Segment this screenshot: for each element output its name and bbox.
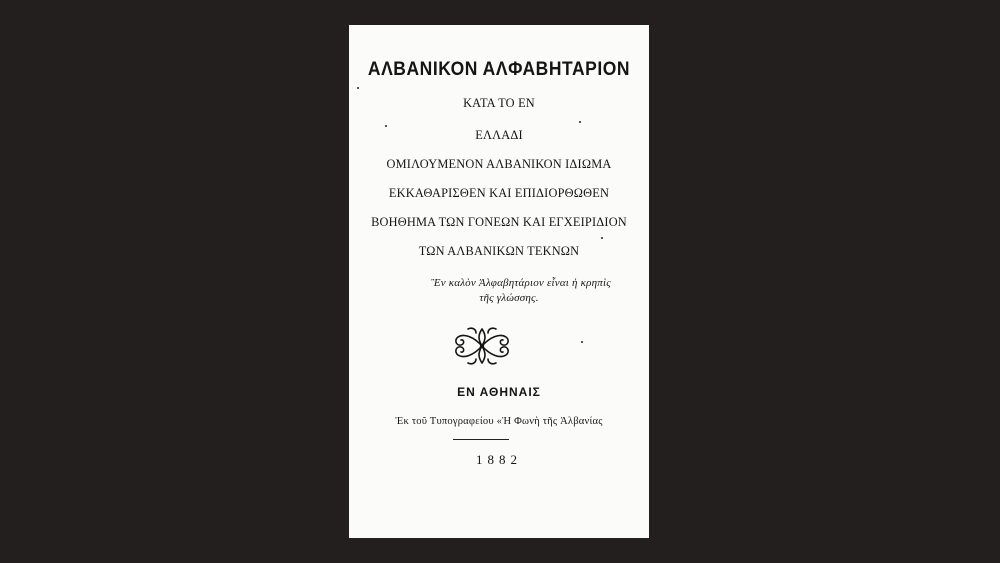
printer-line: Ἐκ τοῦ Τυπογραφείου «Ἡ Φωνὴ τῆς Ἀλβανίας bbox=[395, 415, 603, 427]
motto-line-2: τῆς γλώσσης. bbox=[479, 292, 539, 304]
subtitle-line-5: ΒΟΗΘΗΜΑ ΤΩΝ ΓΟΝΕΩΝ ΚΑΙ ΕΓΧΕΙΡΙΔΙΟΝ bbox=[371, 214, 627, 229]
ink-speck bbox=[385, 125, 387, 127]
divider-rule bbox=[453, 439, 509, 440]
ink-speck bbox=[579, 121, 581, 123]
title-page bbox=[349, 25, 649, 538]
subtitle-line-6: ΤΩΝ ΑΛΒΑΝΙΚΩΝ ΤΕΚΝΩΝ bbox=[418, 243, 580, 258]
ink-speck bbox=[357, 87, 359, 89]
place-of-publication: ΕΝ ΑΘΗΝΑΙΣ bbox=[457, 385, 541, 399]
subtitle-line-4: ΕΚΚΑΘΑΡΙΣΘΕΝ ΚΑΙ ΕΠΙΔΙΟΡΘΩΘΕΝ bbox=[388, 185, 610, 200]
decorative-fleuron-icon bbox=[452, 323, 512, 369]
motto-line-1: Ἓν καλὸν Ἀλφαβητάριον εἶναι ἡ κρηπὶς bbox=[431, 277, 611, 289]
subtitle-line-1: ΚΑΤΑ ΤΟ ΕΝ bbox=[463, 95, 535, 110]
ink-speck bbox=[581, 341, 583, 343]
subtitle-line-2: ΕΛΛΑΔΙ bbox=[475, 127, 523, 142]
ink-speck bbox=[601, 237, 603, 239]
subtitle-line-3: ΟΜΙΛΟΥΜΕΝΟΝ ΑΛΒΑΝΙΚΟΝ ΙΔΙΩΜΑ bbox=[386, 156, 612, 171]
book-title: ΑΛΒΑΝΙΚΟΝ ΑΛΦΑΒΗΤΑΡΙΟΝ bbox=[367, 59, 631, 80]
publication-year: 1882 bbox=[476, 452, 522, 467]
